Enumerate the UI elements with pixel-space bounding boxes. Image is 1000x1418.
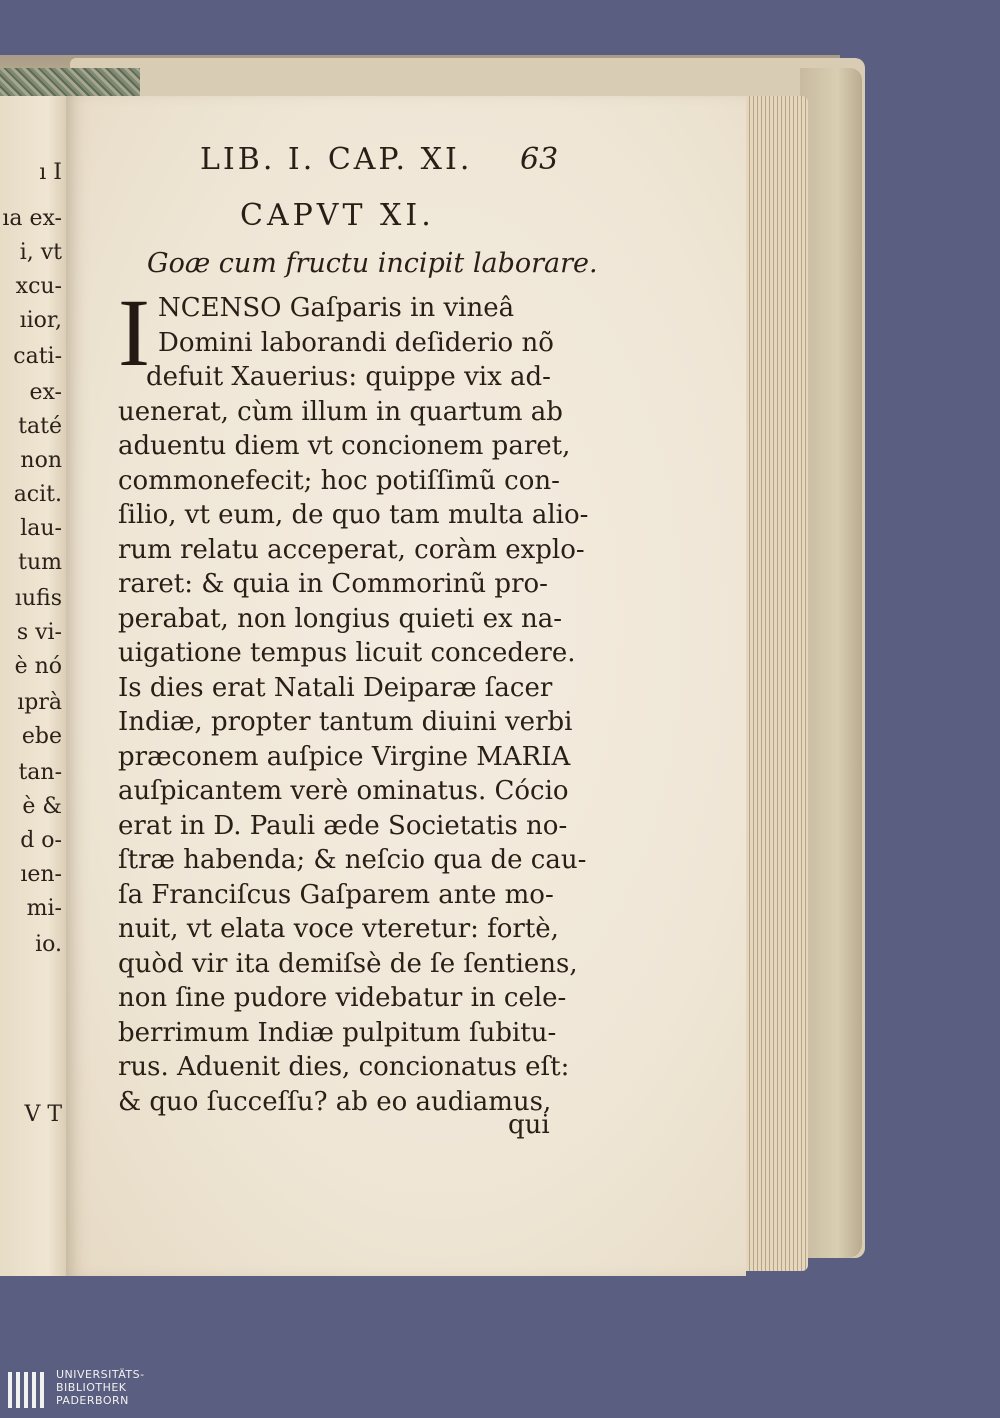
left-page-line: i, vt xyxy=(19,240,62,265)
left-page-line: ıufis xyxy=(14,586,62,611)
body-line: præconem auſpice Virgine MARIA xyxy=(118,741,571,772)
body-line: commonefecit; hoc potiſſimũ con- xyxy=(118,465,560,496)
body-line: auſpicantem verè ominatus. Cócio xyxy=(118,776,569,806)
left-page-line: V T xyxy=(24,1102,62,1127)
library-logo xyxy=(0,1362,200,1418)
chapter-subtitle: Goæ cum fructu incipit laborare. xyxy=(147,248,598,279)
left-page-line: s vi- xyxy=(16,620,62,645)
drop-cap: I xyxy=(118,279,150,386)
left-page-line: ı I xyxy=(39,160,62,185)
logo-line-3: PADERBORN xyxy=(56,1394,129,1407)
left-page-line: xcu- xyxy=(15,274,62,299)
left-page-line: lau- xyxy=(20,516,62,541)
body-line: defuit Xauerius: quippe vix ad- xyxy=(146,362,551,392)
left-page-line: taté xyxy=(18,414,62,439)
left-page-line: non xyxy=(20,448,62,473)
left-page-line: ıen- xyxy=(20,862,62,887)
body-line: erat in D. Pauli æde Societatis no- xyxy=(118,810,568,841)
body-line: Is dies erat Natali Deiparæ ſacer xyxy=(118,672,553,703)
body-line: ſa Franciſcus Gaſparem ante mo- xyxy=(118,879,554,910)
left-page-line: cati- xyxy=(13,344,62,369)
left-page-line: ebe xyxy=(21,724,62,749)
body-line: ſtræ habenda; & neſcio qua de cau- xyxy=(118,845,587,875)
body-line: berrimum Indiæ pulpitum ſubitu- xyxy=(118,1017,557,1048)
left-page-line: tum xyxy=(18,550,62,575)
body-line: NCENSO Gaſparis in vineâ xyxy=(158,293,515,323)
left-page-line: mi- xyxy=(26,896,62,921)
running-head: LIB. I. CAP. XI. xyxy=(200,142,473,177)
page-edges xyxy=(738,96,808,1271)
body-line: rum relatu acceperat, coràm explo- xyxy=(118,534,585,565)
page-number: 63 xyxy=(520,142,559,177)
library-logo-icon xyxy=(6,1366,50,1414)
logo-line-1: UNIVERSITÄTS- xyxy=(56,1368,145,1381)
logo-line-2: BIBLIOTHEK xyxy=(56,1381,127,1394)
body-line: rus. Aduenit dies, concionatus eſt: xyxy=(118,1052,570,1082)
body-line: Domini laborandi deſiderio nõ xyxy=(158,327,554,358)
left-page-line: ıprà xyxy=(17,690,62,715)
body-line: & quo ſucceſſu? ab eo audiamus, xyxy=(118,1086,552,1117)
book-cover-edge xyxy=(800,68,862,1258)
body-line: nuit, vt elata voce vteretur: fortè, xyxy=(118,914,559,944)
left-page-line: tan- xyxy=(18,760,62,785)
left-page-line: è & xyxy=(22,794,62,819)
left-page-line: ıior, xyxy=(19,308,62,333)
left-page-line: ex- xyxy=(29,380,62,405)
left-page-line: d o- xyxy=(20,828,62,853)
body-line: uigatione tempus licuit concedere. xyxy=(118,638,576,668)
headband xyxy=(0,68,140,96)
chapter-title: CAPVT XI. xyxy=(240,198,435,233)
left-page-line: ıa ex- xyxy=(2,206,62,231)
library-logo-text xyxy=(56,1368,145,1407)
body-line: uenerat, cùm illum in quartum ab xyxy=(118,396,563,427)
body-line: Indiæ, propter tantum diuini verbi xyxy=(118,707,573,737)
body-line: quòd vir ita demiſsè de ſe ſentiens, xyxy=(118,948,578,979)
body-line: perabat, non longius quieti ex na- xyxy=(118,603,562,634)
body-line: non ſine pudore videbatur in cele- xyxy=(118,983,567,1013)
left-page xyxy=(0,96,68,1276)
body-line: ſilio, vt eum, de quo tam multa alio- xyxy=(118,500,589,530)
left-page-line: io. xyxy=(35,932,62,957)
catchword: qui xyxy=(508,1110,550,1140)
body-line: raret: & quia in Commorinũ pro- xyxy=(118,569,548,599)
left-page-line: è nó xyxy=(14,654,62,679)
body-line: aduentu diem vt concionem paret, xyxy=(118,431,571,461)
left-page-line: acit. xyxy=(13,482,62,507)
